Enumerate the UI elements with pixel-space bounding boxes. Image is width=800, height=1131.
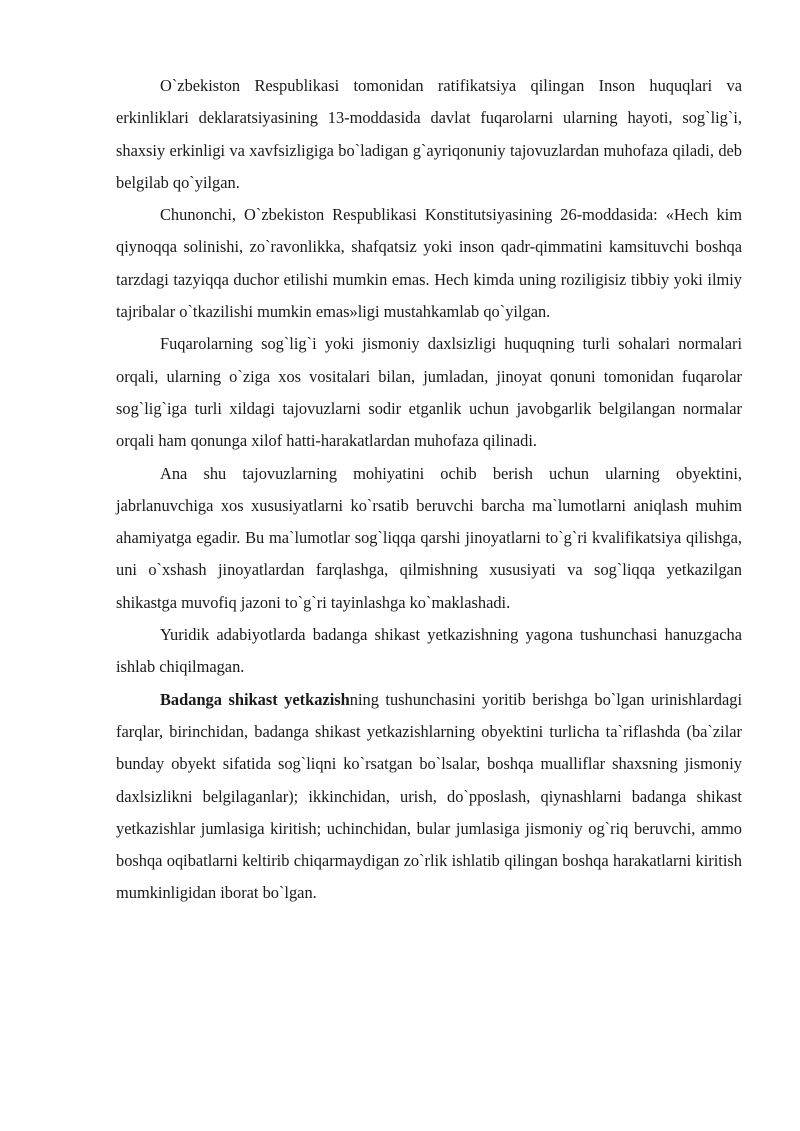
paragraph-continuation: ning tushunchasini yoritib berishga bo`lgan urinishlardagi farqlar, birinchidan, badanga shikast yetkazishlarning obyektini turlicha ta`riflashda (ba`zilar bunday obyekt sifatida sog`liqni ko`rsatgan bo`lsalar, boshqa mualliflar shaxsning jismoniy daxlsizlikni belgilaganlar); ikkinchidan, urish, do`pposlash, qiynashlarni badanga shikast yetkazishlar jumlasiga kiritish; uchinchidan, bular jumlasiga jismoniy og`riq beruvchi, ammo boshqa oqibatlarni keltirib chiqarmaydigan zo`rlik ishlatib qilingan boshqa harakatlarni kiritish mumkinligidan iborat bo`lgan.	[116, 689, 743, 903]
paragraph-health-protection: Fuqarolarning sog`lig`i yoki jismoniy daxlsizligi huquqning turli sohalari normalari orqali, ularning o`ziga xos vositalari bilan, jumladan, jinoyat qonuni tomonidan fuqarolar sog`lig`iga turli xildagi tajovuzlarni sodir etganlik uchun javobgarlik belgilangan normalar orqali ham qonunga xilof hatti-harakatlardan muhofaza qilinadi.	[116, 334, 742, 451]
paragraph-constitution: Chunonchi, O`zbekiston Respublikasi Konstitutsiyasining 26-moddasida: «Hech kim qiynoqqa solinishi, zo`ravonlikka, shafqatsiz yoki inson qadr-qimmatini kamsituvchi boshqa tarzdagi tazyiqqa duchor etilishi mumkin emas. Hech kimda uning roziligisiz tibbiy yoki ilmiy tajribalar o`tkazilishi mumkin emas»ligi mustahkamlab qo`yilgan.	[116, 205, 742, 322]
bold-term: Badanga shikast yetkazish	[160, 689, 350, 709]
paragraph-declaration: O`zbekiston Respublikasi tomonidan ratifikatsiya qilingan Inson huquqlari va erkinliklari deklaratsiyasining 13-moddasida davlat fuqarolarni ularning hayoti, sog`lig`i, shaxsiy erkinligi va xavfsizligiga bo`ladigan g`ayriqonuniy tajovuzlardan muhofaza qiladi, deb belgilab qo`yilgan.	[116, 76, 742, 192]
paragraph-crime-essence: Ana shu tajovuzlarning mohiyatini ochib berish uchun ularning obyektini, jabrlanuvchiga xos xususiyatlarni ko`rsatib beruvchi barcha ma`lumotlarni aniqlash muhim ahamiyatga egadir. Bu ma`lumotlar sog`liqqa qarshi jinoyatlarni to`g`ri kvalifikatsiya qilishga, uni o`xshash jinoyatlardan farqlashga, qilmishning xususiyati va sog`liqqa yetkazilgan shikastga muvofiq jazoni to`g`ri tayinlashga ko`maklashadi.	[116, 463, 742, 612]
paragraph-legal-literature: Yuridik adabiyotlarda badanga shikast yetkazishning yagona tushunchasi hanuzgacha ishlab chiqilmagan.	[116, 625, 742, 677]
paragraph-bodily-harm-concept	[116, 684, 742, 910]
document-page	[116, 70, 742, 910]
